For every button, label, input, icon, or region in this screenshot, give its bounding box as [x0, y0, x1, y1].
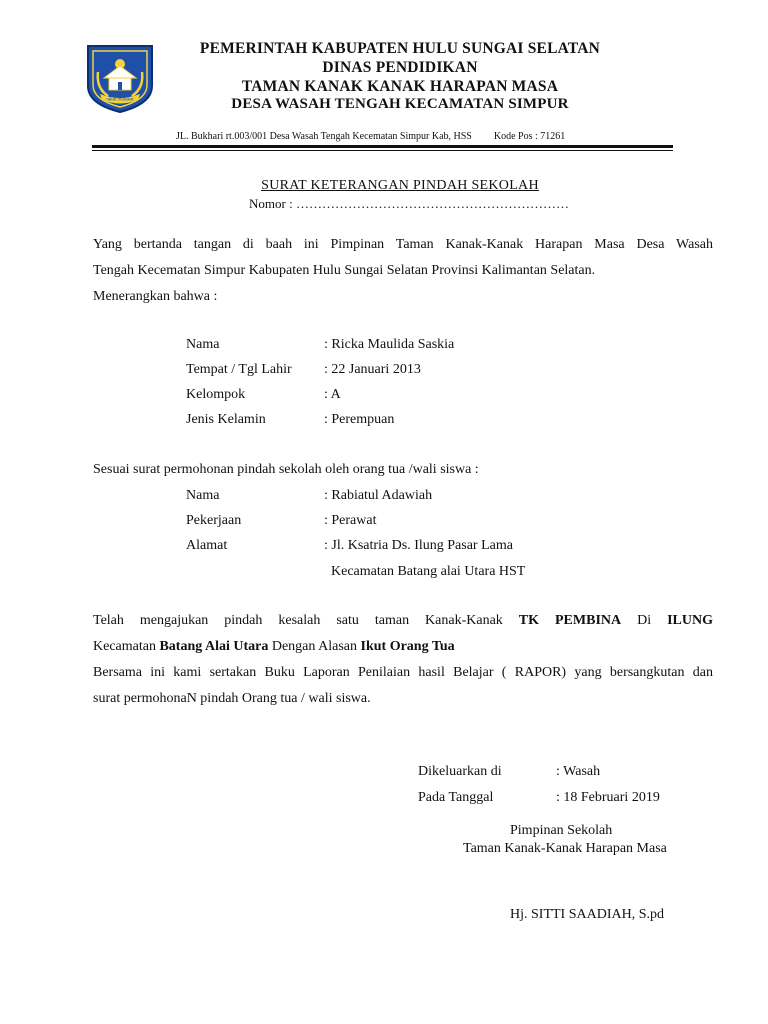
parent-address-label: Alamat	[186, 538, 228, 553]
student-group-value: : A	[324, 387, 341, 402]
signatory-institution: Taman Kanak-Kanak Harapan Masa	[463, 841, 667, 856]
letterhead-line-1: PEMERINTAH KABUPATEN HULU SUNGAI SELATAN	[199, 40, 601, 57]
letterhead-divider-thick	[92, 145, 673, 148]
student-gender-label: Jenis Kelamin	[186, 412, 266, 427]
letterhead-postal-code: Kode Pos : 71261	[493, 131, 566, 142]
transfer-line-2	[93, 634, 713, 660]
transfer-paragraph	[93, 608, 713, 712]
logo-motto: rakat mufakat	[106, 96, 134, 102]
issued-place-label: Dikeluarkan di	[418, 764, 502, 779]
issued-date-value: : 18 Februari 2019	[556, 790, 660, 805]
destination-district: Batang Alai Utara	[159, 639, 269, 654]
destination-village: ILUNG	[667, 613, 713, 628]
intro-line-2: Tengah Kecematan Simpur Kabupaten Hulu Sungai Selatan Provinsi Kalimantan Selatan.	[93, 263, 596, 278]
transfer-line-1	[93, 608, 713, 634]
request-intro: Sesuai surat permohonan pindah sekolah oleh orang tua /wali siswa :	[93, 462, 479, 477]
transfer-line-3: Bersama ini kami sertakan Buku Laporan Penilaian hasil Belajar ( RAPOR) yang bersangkutan dan	[93, 665, 713, 680]
transfer-text-4: Dengan Alasan	[268, 639, 361, 654]
parent-name-label: Nama	[186, 488, 220, 503]
regency-emblem-logo	[84, 42, 156, 114]
intro-paragraph	[93, 232, 713, 310]
student-group-label: Kelompok	[186, 387, 246, 402]
student-birth-value: : 22 Januari 2013	[324, 362, 421, 377]
parent-name-value: : Rabiatul Adawiah	[324, 488, 433, 503]
transfer-text-2: Di	[621, 613, 668, 628]
signatory-name: Hj. SITTI SAADIAH, S.pd	[510, 907, 664, 922]
issued-place-value: : Wasah	[556, 764, 601, 779]
parent-job-value: : Perawat	[324, 513, 377, 528]
document-number: Nomor : ………………………………………………………	[249, 196, 569, 211]
student-name-value: : Ricka Maulida Saskia	[324, 337, 455, 352]
letterhead-line-2: DINAS PENDIDIKAN	[322, 59, 478, 76]
letterhead-line-3: TAMAN KANAK KANAK HARAPAN MASA	[241, 78, 559, 95]
student-birth-label: Tempat / Tgl Lahir	[186, 362, 292, 377]
intro-line-1: Yang bertanda tangan di baah ini Pimpinan Taman Kanak-Kanak Harapan Masa Desa Wasah	[93, 237, 713, 252]
student-gender-value: : Perempuan	[324, 412, 395, 427]
transfer-text-1: Telah mengajukan pindah kesalah satu taman Kanak-Kanak	[93, 613, 519, 628]
letterhead-address-line	[176, 131, 565, 142]
letterhead-line-4: DESA WASAH TENGAH KECAMATAN SIMPUR	[231, 96, 569, 112]
parent-address-value-2: Kecamatan Batang alai Utara HST	[331, 564, 526, 579]
signatory-position: Pimpinan Sekolah	[510, 823, 613, 838]
letterhead-address: JL. Bukhari rt.003/001 Desa Wasah Tengah Kecematan Simpur Kab, HSS	[176, 131, 472, 142]
transfer-text-3: Kecamatan	[93, 639, 160, 654]
transfer-line-4: surat permohonaN pindah Orang tua / wali siswa.	[93, 691, 371, 706]
intro-line-3: Menerangkan bahwa :	[93, 289, 218, 304]
document-title: SURAT KETERANGAN PINDAH SEKOLAH	[261, 178, 539, 193]
parent-address-value-1: : Jl. Ksatria Ds. Ilung Pasar Lama	[324, 538, 513, 553]
destination-school: TK PEMBINA	[518, 613, 622, 628]
letterhead-divider-thin	[92, 150, 673, 151]
parent-job-label: Pekerjaan	[186, 513, 242, 528]
issued-date-label: Pada Tanggal	[418, 790, 494, 805]
student-name-label: Nama	[186, 337, 220, 352]
transfer-reason: Ikut Orang Tua	[360, 639, 455, 654]
